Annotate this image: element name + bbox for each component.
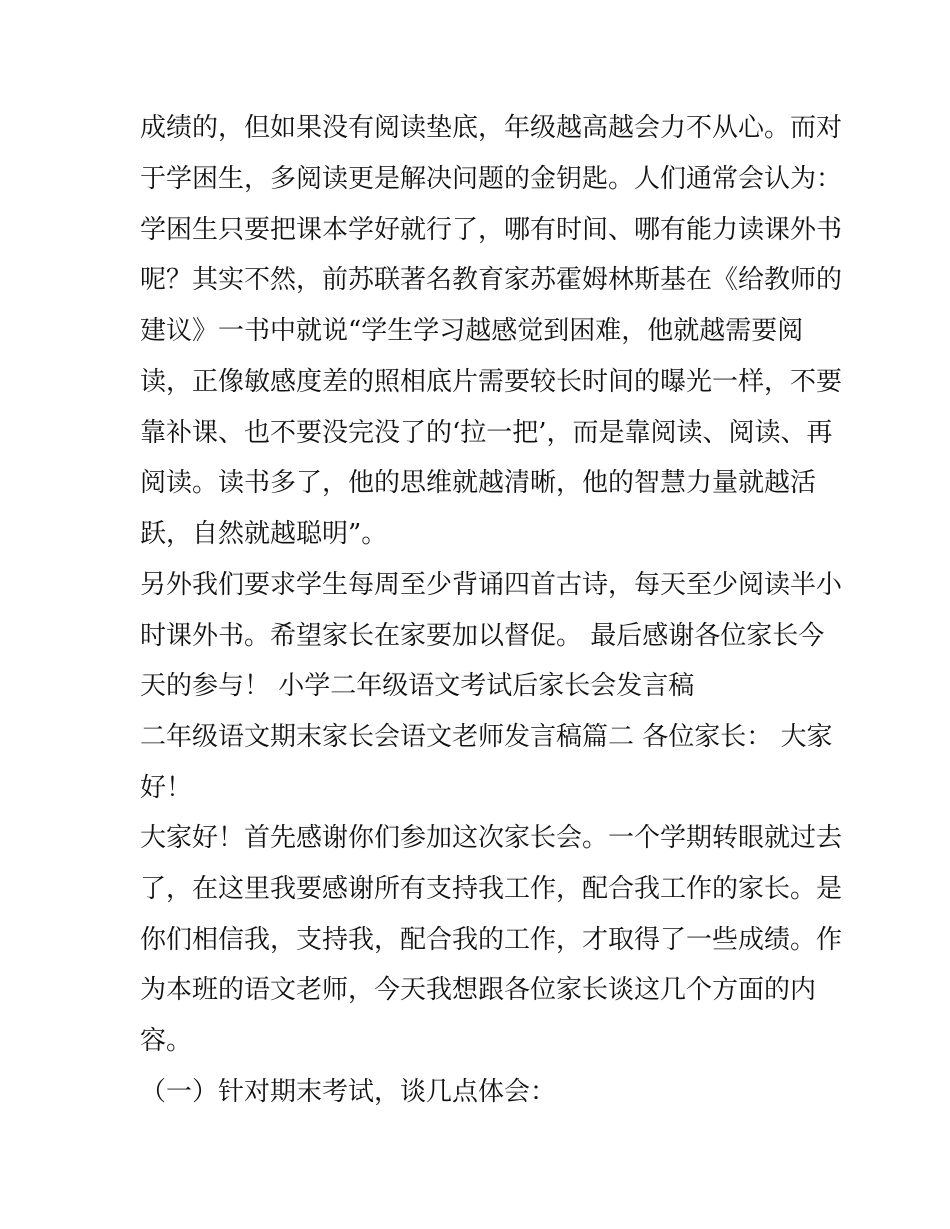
text-line: 天的参与！ 小学二年级语文考试后家长会发言稿 <box>140 671 695 701</box>
text-line: 呢？其实不然，前苏联著名教育家苏霍姆林斯基在《给教师的 <box>140 265 843 295</box>
text-line: 另外我们要求学生每周至少背诵四首古诗，每天至少阅读半小 <box>140 570 843 600</box>
text-line: 读，正像敏感度差的照相底片需要较长时间的曝光一样，不要 <box>140 367 843 397</box>
text-line: 阅读。读书多了，他的思维就越清晰，他的智慧力量就越活 <box>140 468 817 498</box>
text-line: 建议》一书中就说“学生学习越感觉到困难，他就越需要阅 <box>140 316 804 346</box>
text-line: 学困生只要把课本学好就行了，哪有时间、哪有能力读课外书 <box>140 215 843 245</box>
text-line: 了，在这里我要感谢所有支持我工作，配合我工作的家长。是 <box>140 874 843 904</box>
text-line: 容。 <box>140 1026 193 1056</box>
text-line: 于学困生，多阅读更是解决问题的金钥匙。人们通常会认为： <box>140 164 843 194</box>
text-line: 成绩的，但如果没有阅读垫底，年级越高越会力不从心。而对 <box>140 113 843 143</box>
text-line: 好！ <box>140 773 193 803</box>
text-line: 二年级语文期末家长会语文老师发言稿篇二 各位家长： 大家 <box>140 722 833 752</box>
text-line: 靠补课、也不要没完没了的‘拉一把’，而是靠阅读、阅读、再 <box>140 418 833 448</box>
text-line: 为本班的语文老师，今天我想跟各位家长谈这几个方面的内 <box>140 975 817 1005</box>
text-line: 大家好！首先感谢你们参加这次家长会。一个学期转眼就过去 <box>140 823 843 853</box>
text-line: （一）针对期末考试，谈几点体会： <box>140 1077 557 1107</box>
text-line: 跃，自然就越聪明”。 <box>140 519 388 549</box>
text-line: 时课外书。希望家长在家要加以督促。 最后感谢各位家长今 <box>140 621 825 651</box>
text-line: 你们相信我，支持我，配合我的工作，才取得了一些成绩。作 <box>140 925 843 955</box>
